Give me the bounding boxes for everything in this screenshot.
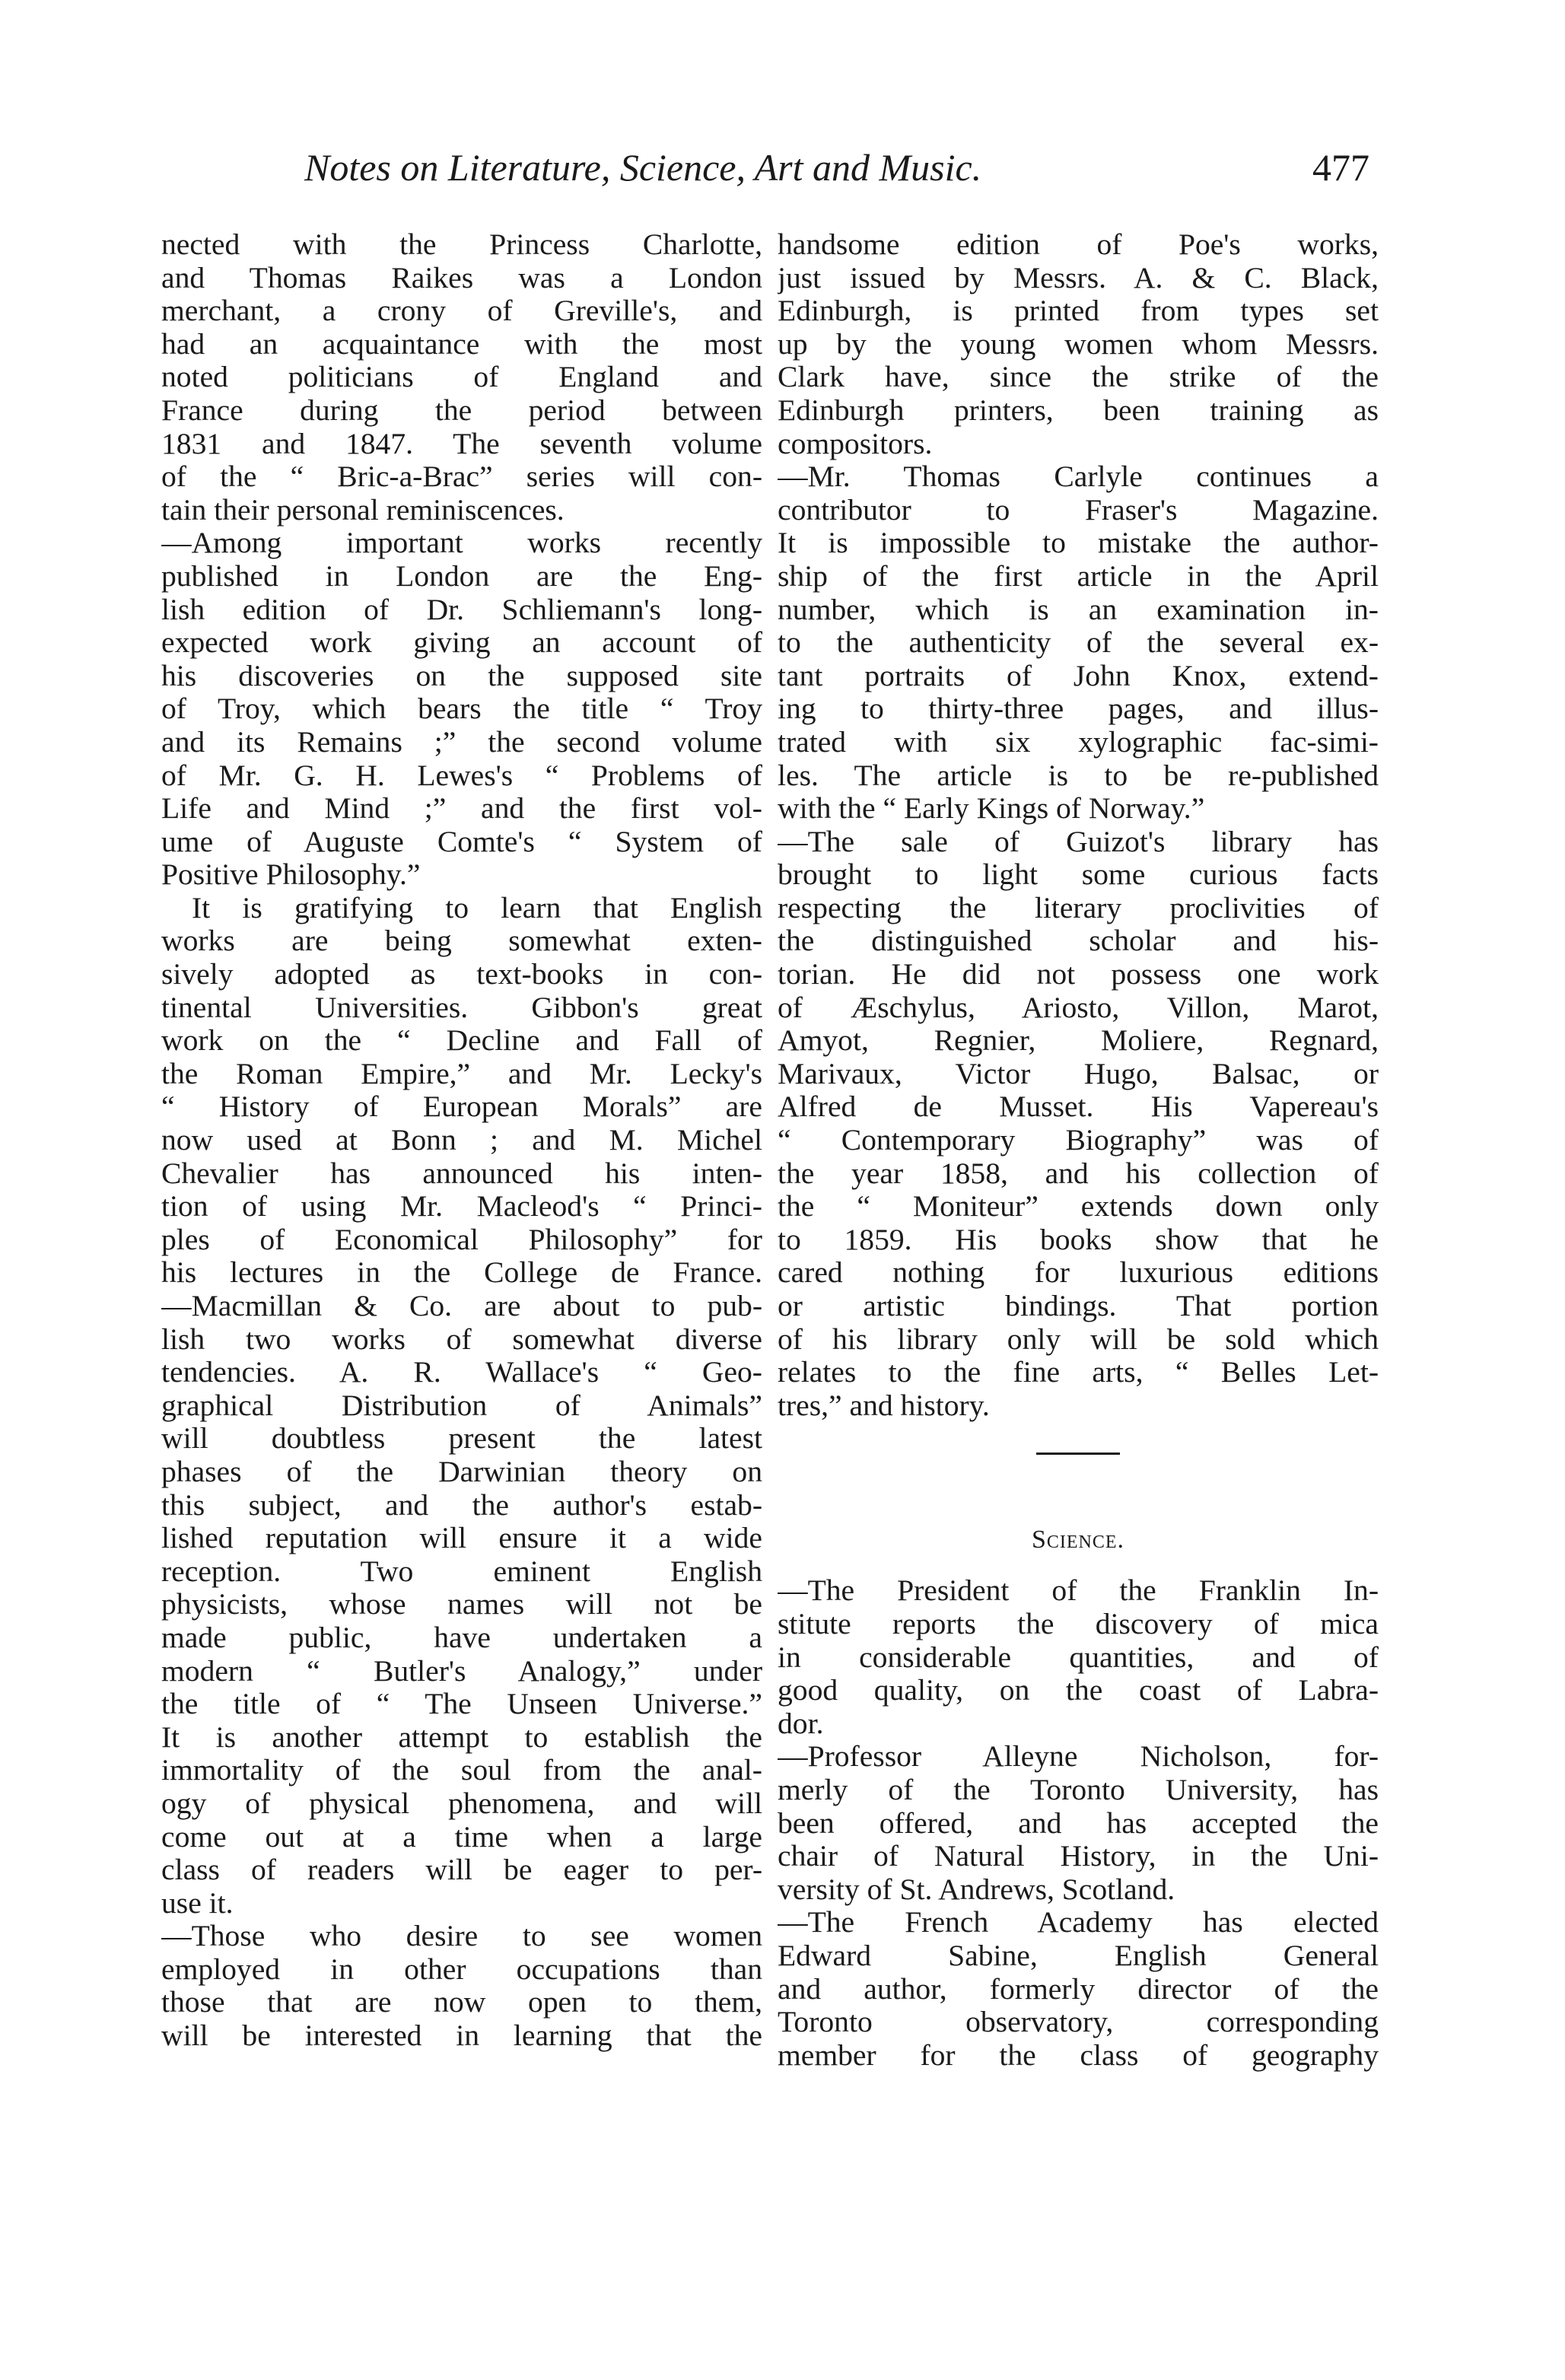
text-line: the Roman Empire,” and Mr. Lecky's [161, 1057, 762, 1090]
text-line: expected work giving an account of [161, 626, 762, 660]
running-title: Notes on Literature, Science, Art and Music. [304, 146, 982, 189]
text-line: —The French Academy has elected [778, 1906, 1379, 1939]
text-line: class of readers will be eager to per- [161, 1853, 762, 1887]
left-column [161, 228, 762, 2053]
text-line: cared nothing for luxurious editions [778, 1256, 1379, 1290]
text-line: It is another attempt to establish the [161, 1720, 762, 1754]
text-line: or artistic bindings. That portion [778, 1290, 1379, 1322]
text-line: “ Contemporary Biography” was of [778, 1124, 1379, 1157]
text-line: noted politicians of England and [161, 361, 762, 394]
text-line: —Professor Alleyne Nicholson, for- [778, 1740, 1379, 1774]
text-line: chair of Natural History, in the Uni- [778, 1840, 1379, 1873]
text-line: made public, have undertaken a [161, 1621, 762, 1654]
text-line: tinental Universities. Gibbon's great [161, 991, 762, 1024]
running-head [304, 137, 1369, 198]
text-line: good quality, on the coast of Labra- [778, 1674, 1379, 1707]
text-line: of his library only will be sold which [778, 1322, 1379, 1356]
text-line: stitute reports the discovery of mica [778, 1607, 1379, 1640]
text-line: tant portraits of John Knox, extend- [778, 659, 1379, 692]
text-line: of Troy, which bears the title “ Troy [161, 692, 762, 726]
text-line: sively adopted as text-books in con- [161, 958, 762, 991]
text-line: tendencies. A. R. Wallace's “ Geo- [161, 1356, 762, 1389]
text-line: “ History of European Morals” are [161, 1090, 762, 1124]
text-line: published in London are the Eng- [161, 559, 762, 593]
text-line: his discoveries on the supposed site [161, 659, 762, 692]
text-line: merly of the Toronto University, has [778, 1773, 1379, 1806]
text-line: this subject, and the author's estab- [161, 1488, 762, 1522]
text-line: Alfred de Musset. His Vapereau's [778, 1090, 1379, 1124]
text-line: use it. [161, 1886, 234, 1920]
text-line: of the “ Bric-a-Brac” series will con- [161, 460, 762, 494]
text-line: physicists, whose names will not be [161, 1588, 762, 1621]
page-number: 477 [1312, 146, 1369, 189]
text-line: just issued by Messrs. A. & C. Black, [778, 261, 1379, 294]
text-line: France during the period between [161, 393, 762, 427]
text-line: immortality of the soul from the anal- [161, 1754, 762, 1787]
text-line: works are being somewhat exten- [161, 924, 762, 958]
text-line: ume of Auguste Comte's “ System of [161, 825, 762, 858]
text-line: work on the “ Decline and Fall of [161, 1024, 762, 1058]
text-line: nected with the Princess Charlotte, [161, 228, 762, 261]
text-line: and Thomas Raikes was a London [161, 261, 762, 294]
text-line: now used at Bonn ; and M. Michel [161, 1124, 762, 1157]
text-line: the title of “ The Unseen Universe.” [161, 1688, 762, 1721]
section-heading-science: Science. [1031, 1526, 1125, 1554]
text-line: —Macmillan & Co. are about to pub- [161, 1290, 762, 1322]
right-column [778, 228, 1379, 2072]
text-line: lish edition of Dr. Schliemann's long- [161, 593, 762, 626]
text-line: member for the class of geography [778, 2038, 1379, 2072]
text-line: those that are now open to them, [161, 1986, 762, 2019]
text-line: respecting the literary proclivities of [778, 891, 1379, 924]
text-line: his lectures in the College de France. [161, 1256, 762, 1290]
text-line: will be interested in learning that the [161, 2019, 762, 2053]
text-line: and its Remains ;” the second volume [161, 725, 762, 759]
text-line: —The sale of Guizot's library has [778, 825, 1379, 858]
text-line: reception. Two eminent English [161, 1554, 762, 1588]
text-line: tres,” and history. [778, 1389, 990, 1422]
text-line: It is impossible to mistake the author- [778, 527, 1379, 560]
text-line: lish two works of somewhat diverse [161, 1322, 762, 1356]
text-line: had an acquaintance with the most [161, 327, 762, 361]
text-line: Edinburgh, is printed from types set [778, 294, 1379, 328]
text-line: the “ Moniteur” extends down only [778, 1190, 1379, 1223]
text-line: come out at a time when a large [161, 1820, 762, 1853]
text-line: Marivaux, Victor Hugo, Balsac, or [778, 1057, 1379, 1090]
text-line: phases of the Darwinian theory on [161, 1455, 762, 1488]
text-line: graphical Distribution of Animals” [161, 1389, 762, 1422]
text-line: employed in other occupations than [161, 1952, 762, 1986]
text-line: ship of the first article in the April [778, 559, 1379, 593]
text-line: Clark have, since the strike of the [778, 361, 1379, 394]
text-line: —Those who desire to see women [161, 1920, 762, 1953]
text-line: up by the young women whom Messrs. [778, 327, 1379, 361]
text-line: Amyot, Regnier, Moliere, Regnard, [778, 1024, 1379, 1058]
text-line: in considerable quantities, and of [778, 1640, 1379, 1674]
text-line: Life and Mind ;” and the first vol- [161, 792, 762, 826]
text-line: and author, formerly director of the [778, 1972, 1379, 2006]
text-line: —Mr. Thomas Carlyle continues a [778, 460, 1379, 494]
text-line: trated with six xylographic fac-simi- [778, 725, 1379, 759]
text-line: handsome edition of Poe's works, [778, 228, 1379, 261]
text-line: will doubtless present the latest [161, 1422, 762, 1456]
text-line: It is gratifying to learn that English [192, 891, 762, 924]
text-line: brought to light some curious facts [778, 858, 1379, 892]
text-line: contributor to Fraser's Magazine. [778, 493, 1379, 527]
text-line: ing to thirty-three pages, and illus- [778, 692, 1379, 726]
text-line: compositors. [778, 427, 933, 460]
text-line: to 1859. His books show that he [778, 1223, 1379, 1256]
text-line: —Among important works recently [161, 527, 762, 560]
text-line: ples of Economical Philosophy” for [161, 1223, 762, 1256]
text-line: lished reputation will ensure it a wide [161, 1522, 762, 1555]
text-line: Chevalier has announced his inten- [161, 1157, 762, 1190]
text-line: versity of St. Andrews, Scotland. [778, 1873, 1175, 1906]
text-line: tain their personal reminiscences. [161, 493, 565, 527]
text-line: les. The article is to be re-published [778, 759, 1379, 792]
text-line: —The President of the Franklin In- [778, 1574, 1379, 1608]
text-line: tion of using Mr. Macleod's “ Princi- [161, 1190, 762, 1223]
text-line: 1831 and 1847. The seventh volume [161, 427, 762, 460]
text-line: relates to the fine arts, “ Belles Let- [778, 1356, 1379, 1389]
text-line: of Mr. G. H. Lewes's “ Problems of [161, 759, 762, 792]
text-line: modern “ Butler's Analogy,” under [161, 1654, 762, 1688]
section-divider [778, 1422, 1379, 1506]
text-line: Toronto observatory, corresponding [778, 2006, 1379, 2039]
text-line: number, which is an examination in- [778, 593, 1379, 626]
text-line: Edward Sabine, English General [778, 1939, 1379, 1972]
text-line: of Æschylus, Ariosto, Villon, Marot, [778, 991, 1379, 1024]
text-line: Edinburgh printers, been training as [778, 393, 1379, 427]
text-line: with the “ Early Kings of Norway.” [778, 792, 1205, 826]
text-line: the year 1858, and his collection of [778, 1157, 1379, 1190]
text-line: merchant, a crony of Greville's, and [161, 294, 762, 328]
divider-rule [1036, 1452, 1120, 1455]
text-line: the distinguished scholar and his- [778, 924, 1379, 958]
text-line: ogy of physical phenomena, and will [161, 1787, 762, 1820]
text-line: Positive Philosophy.” [161, 858, 421, 892]
text-line: to the authenticity of the several ex- [778, 626, 1379, 660]
text-line: torian. He did not possess one work [778, 958, 1379, 991]
text-line: dor. [778, 1707, 824, 1740]
text-line: been offered, and has accepted the [778, 1806, 1379, 1840]
